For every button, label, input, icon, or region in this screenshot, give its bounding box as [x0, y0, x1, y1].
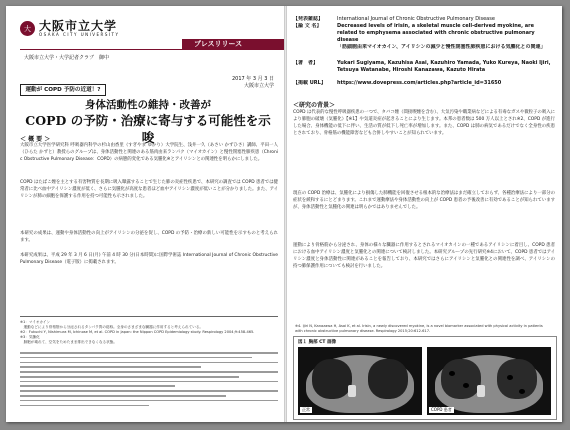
ct-label-normal: 正常: [302, 407, 310, 412]
research-paragraph-3: 運動により骨格筋から分泌され、身体の様々な臓器に作用するとされるマイオカインの一種であるアイリシンに着目し、COPD 患者における血中アイリシン濃度と気腫化との関連について検討しました。本研究グループの先行研究※4において、COPD 患者ではアイリシン濃度と身体活動性に関連があることを報告しており、本研究ではさらにアイリシンと気腫化との関連性を調べ、アイリシンの持つ肺保護作用についても検討を行いました。: [293, 243, 555, 269]
reference-footnote: ※4. Ijiri N, Kanazawa H, Asai K, et al. Irisin, a newly discovered myokine, is a novel biomarker associated with physical activity in patients with chronic obstructive pulmonary disease. Respirology 2015;20:612-617.: [295, 324, 543, 333]
press-club-address: 大阪市立大学・大学記者クラブ 御中: [24, 55, 110, 61]
text-line: [20, 405, 149, 407]
text-line: [20, 352, 278, 354]
release-date-block: [232, 76, 274, 90]
footnote-line: ※2：Fukuchi Y, Nishimura M, Ichinose M, et al. COPD in Japan: the Nippon COPD Epidemiology study. Respirology 2004;9:458-465.: [20, 330, 255, 334]
university-logo: [20, 20, 119, 37]
text-line: [20, 395, 226, 397]
footnotes: [20, 320, 278, 345]
text-line: [20, 385, 175, 387]
title-line-1: 身体活動性の維持・改善が: [85, 99, 211, 111]
text-line: [20, 376, 239, 378]
text-line: [20, 381, 278, 383]
info-row-authors: 【著 者】 Yukari Sugiyama, Kazuhisa Asai, Kazuhiro Yamada, Yuko Kureya, Naoki Ijiri, Tetsuya Watanabe, Hiroshi Kanazawa, Kazuto Hirata: [293, 60, 551, 73]
research-paragraph-1: COPD は代表的な慢性呼吸器疾患の一つで、タバコ煙（間接喫煙を含む）、大気汚染や職業病などによる有毒なガスや微粒子の吸入により肺胞の破壊（気腫化）【※1】や気道炎症が起きることにより生じます。本邦の患者数は 500 万人以上とされ※2、COPD が進行した場合、身体機能の低下に伴い、生活の質が低下し死亡率が増加します。また、COPD は肺の病気であるだけでなく全身性の疾患とされており、骨格筋の機能障害なども合併しやすいことが知られています。: [293, 110, 555, 136]
release-title: [22, 98, 274, 146]
ct-label-copd: COPD 患者: [431, 407, 452, 412]
press-release-label: プレスリリース: [182, 39, 284, 50]
text-line: [20, 390, 278, 392]
footnote-text-lines: [20, 352, 278, 409]
figure-title: 図１ 胸部 CT 画像: [298, 340, 337, 345]
headline-box: 運動が COPD 予防の近道！?: [20, 84, 106, 96]
ct-figure: [293, 336, 557, 420]
left-page: [6, 6, 284, 422]
info-row-journal: 【発表雑誌】 International Journal of Chronic Obstructive Pulmonary Disease: [293, 16, 495, 22]
footnote-line: ※3：気腫化: [20, 335, 40, 339]
info-row-paper-title: 【論 文 名】 Decreased levels of irisin, a skeletal muscle cell-derived myokine, are related to emphysema associated with chronic obstructive pulmonary disease: [293, 23, 535, 43]
text-line: [20, 400, 278, 402]
university-seal-icon: 大: [20, 21, 35, 36]
ct-image-copd: [427, 347, 551, 415]
release-date: 2017 年 3 月 3 日: [231, 76, 274, 82]
footnote-divider: [20, 316, 278, 317]
text-line: [20, 362, 278, 364]
right-page: [287, 6, 562, 422]
summary-paragraph-2: COPD はたばこ煙を主とする有害物質を長期に吸入曝露することで生じた肺の炎症性疾患で、本研究の調査では COPD 患者では健常者に比べ血中アイリシン濃度が低く、さらに気腫化が高度な患者ほど血中アイリシン濃度が低いことが分かりました。また、アイリシンが肺の細胞を保護する作用を持つ可能性も示されました。: [20, 180, 278, 199]
press-release-sheet: [6, 6, 562, 422]
text-line: [20, 371, 278, 373]
title-line-2: COPD の予防・治療に寄与する可能性を示唆: [25, 113, 271, 145]
header-rule: [20, 49, 284, 50]
text-line: [20, 357, 252, 359]
university-name-jp: 大阪市立大学: [39, 19, 118, 33]
publication-note: 本研究成果は、平成 29 年 3 月 6 日(月) 午前 4 時 30 分(日本時間)に国際学術誌 International Journal of Chronic Obstructive Pulmonary Disease（電子版）に掲載されます。: [20, 253, 278, 265]
publication-info: [293, 16, 555, 87]
footnote-line: 運動などにより骨格筋から分泌されるタンパク質の総称。全身のさまざまな臓器に作用すると考えられている。: [20, 325, 204, 329]
info-row-paper-title-jp: 「筋細胞由来マイオカイン、アイリシンの減少と慢性閉塞性肺疾患における気腫化との関連」: [337, 44, 546, 50]
footnote-line: 肺胞が壊れて、空気をためたまま排出できなくなる状態。: [20, 340, 117, 344]
footnote-line: ※1：マイオカイン: [20, 320, 51, 324]
summary-paragraph-1: 大阪市立大学医学研究科 呼吸器内科学の杉山由香里（すぎやま ゆかり）大学院生、浅井一久（あさい かずひさ）講師、平田一人（ひらた かずと）教授らのグループは、身体活動性と関連のある筋肉由来ランパク（マイオカイン）と慢性閉塞性肺疾患（Chronic Obstructive Pulmonary Disease：COPD）の病態的変化である気腫化※とアイリシンとの関連性を明らかにしました。: [20, 143, 278, 162]
ct-image-normal: [298, 347, 422, 415]
research-paragraph-2: 現在の COPD 治療は、気腫化により損傷した肺機能を回復させる根本的な治療法はまだ確立しておらず、各種治療法により一部分の症状を緩和するにとどまります。これまで運動療法や身体活動性の向上が COPD 患者の予後改善に有効であることが知られていますが、身体活動性と気腫化の関連は明らかではありませんでした。: [293, 191, 555, 210]
text-line: [20, 366, 201, 368]
article-url-link[interactable]: https://www.dovepress.com/articles.php?article_id=31650: [337, 80, 502, 86]
university-name-en: OSAKA CITY UNIVERSITY: [39, 32, 120, 37]
research-heading: ＜研究の背景＞: [293, 102, 336, 109]
summary-heading: ＜ 概 要 ＞: [20, 136, 51, 143]
summary-paragraph-3: 本研究の成果は、運動や身体活動性の向上がアイリシンの分泌を促し、COPD の予防・治療の新しい可能性を示すものと考えられます。: [20, 231, 278, 243]
issuer: 大阪市立大学: [243, 83, 274, 89]
info-row-url: 【掲載 URL】 https://www.dovepress.com/articles.php?article_id=31650: [293, 80, 555, 87]
